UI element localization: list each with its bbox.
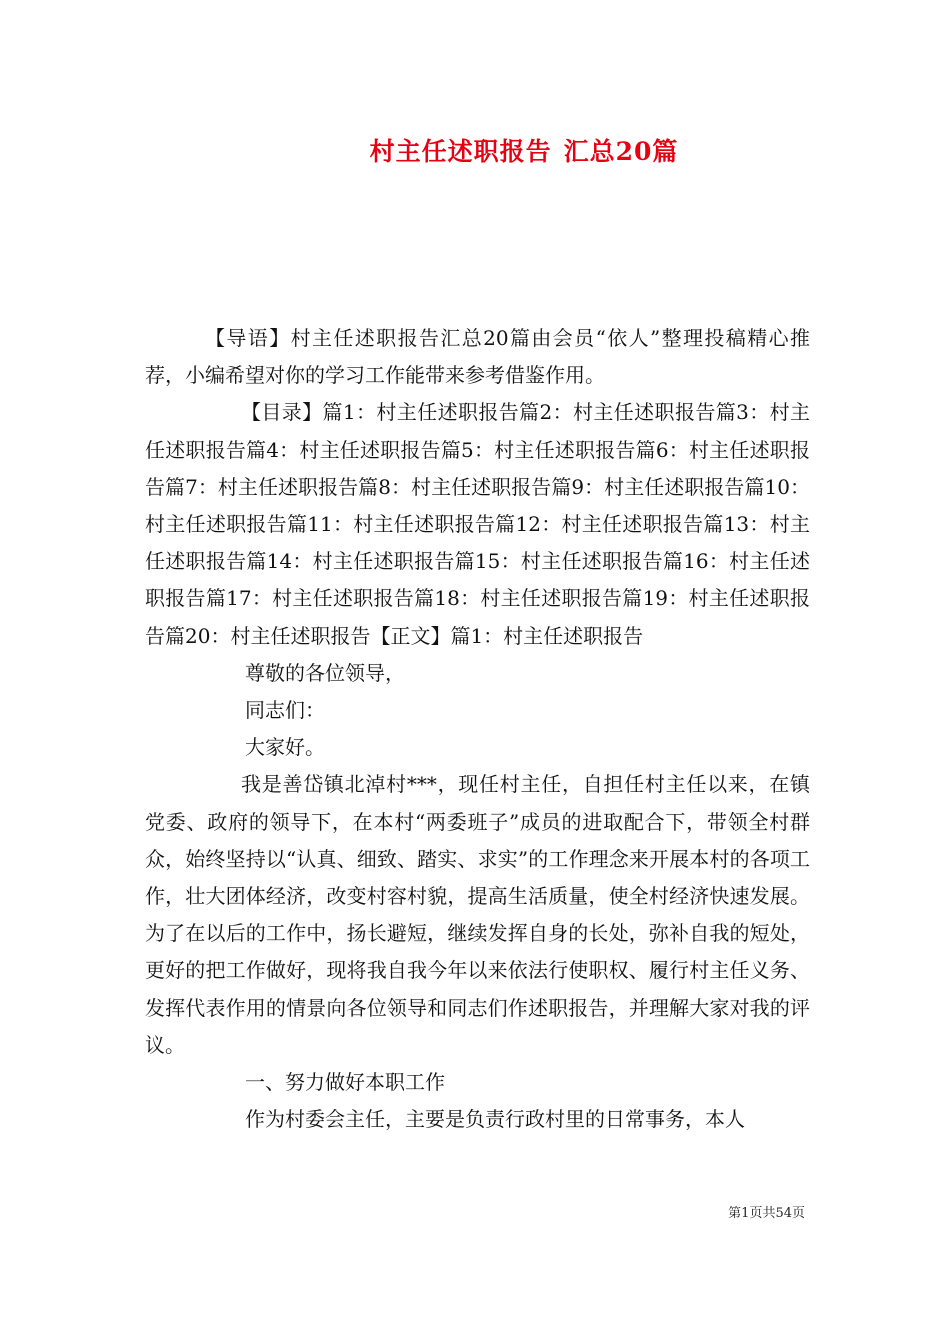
- document-body: [145, 320, 810, 1138]
- title-suffix: 汇总20篇: [563, 137, 679, 166]
- document-title: [0, 132, 950, 172]
- body-paragraph: 作为村委会主任，主要是负责行政村里的日常事务，本人: [245, 1107, 745, 1132]
- greeting-line: 大家好。: [245, 735, 325, 760]
- title-main: 村主任述职报告: [369, 137, 552, 166]
- salutation-line: 同志们：: [245, 698, 325, 723]
- page-number: 第1页共54页: [728, 1206, 805, 1221]
- salutation-line: 尊敬的各位领导，: [245, 660, 405, 685]
- toc-paragraph: 【目录】篇1：村主任述职报告篇2：村主任述职报告篇3：村主任述职报告篇4：村主任述职报告篇5：村主任述职报告篇6：村主任述职报告篇7：村主任述职报告篇8：村主任述职报告篇9：村主任述职报告篇10：村主任述职报告篇11：村主任述职报告篇12：村主任述职报告篇13：村主任述职报告篇14：村主任述职报告篇15：村主任述职报告篇16：村主任述职报告篇17：村主任述职报告篇18：村主任述职报告篇19：村主任述职报告篇20：村主任述职报告【正文】篇1：村主任述职报告: [145, 400, 810, 648]
- intro-paragraph: 【导语】村主任述职报告汇总20篇由会员“依人”整理投稿精心推荐，小编希望对你的学习工作能带来参考借鉴作用。: [145, 326, 810, 388]
- section-heading: 一、努力做好本职工作: [245, 1070, 445, 1095]
- main-paragraph: 我是善岱镇北淖村***，现任村主任，自担任村主任以来，在镇党委、政府的领导下，在本村“两委班子”成员的进取配合下，带领全村群众，始终坚持以“认真、细致、踏实、求实”的工作理念来开展本村的各项工作，壮大团体经济，改变村容村貌，提高生活质量，使全村经济快速发展。为了在以后的工作中，扬长避短，继续发挥自身的长处，弥补自我的短处，更好的把工作做好，现将我自我今年以来依法行使职权、履行村主任义务、发挥代表作用的情景向各位领导和同志们作述职报告，并理解大家对我的评议。: [145, 772, 810, 1057]
